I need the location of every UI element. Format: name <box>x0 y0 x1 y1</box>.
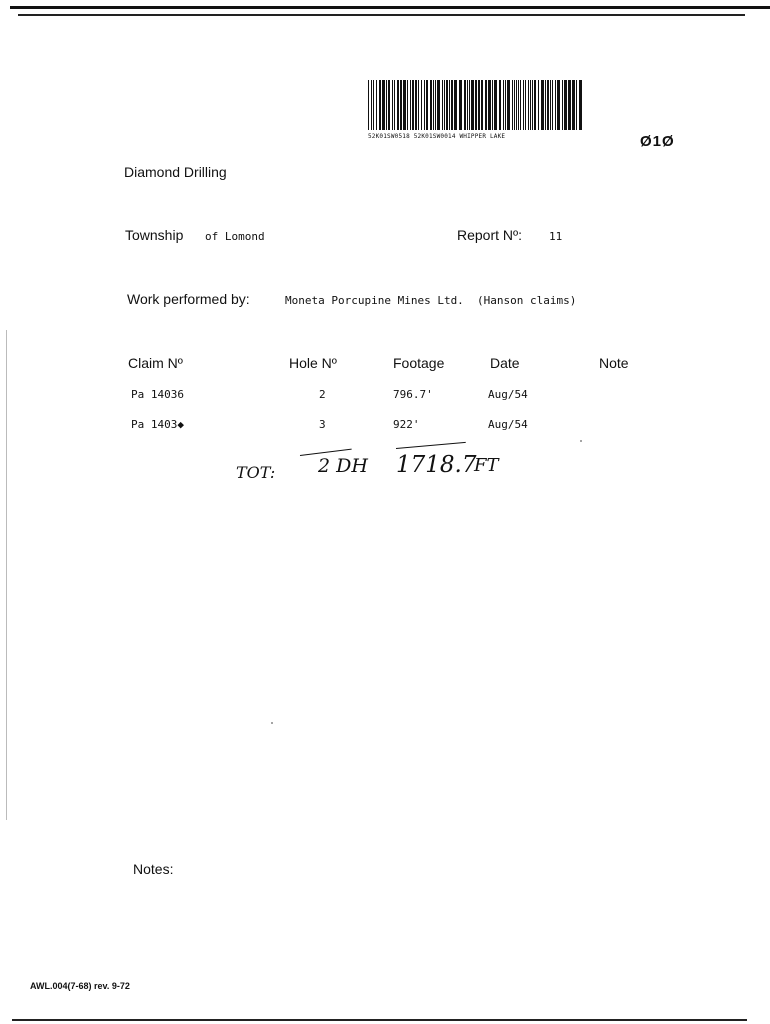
column-header-date: Date <box>490 355 520 371</box>
handwritten-total-footage: 1718.7 <box>396 452 477 478</box>
row-2-hole: 3 <box>319 418 326 431</box>
row-1-date: Aug/54 <box>488 388 528 401</box>
notes-label: Notes: <box>133 861 174 877</box>
row-2-footage: 922' <box>393 418 420 431</box>
township-label: Township <box>125 227 184 243</box>
barcode-caption: 52K01SW0518 52K01SW0014 WHIPPER LAKE <box>368 133 506 140</box>
work-performed-value: Moneta Porcupine Mines Ltd. (Hanson claims) <box>285 294 577 307</box>
scan-speck <box>580 440 582 442</box>
row-1-claim: Pa 14036 <box>131 388 184 401</box>
row-2-date: Aug/54 <box>488 418 528 431</box>
top-border-rule-inner <box>18 14 745 16</box>
column-header-footage: Footage <box>393 355 445 371</box>
left-scan-mark <box>6 330 7 820</box>
handwritten-overline-total <box>396 442 466 449</box>
form-footer-code: AWL.004(7-68) rev. 9-72 <box>30 981 130 991</box>
column-header-claim: Claim Nº <box>128 355 183 371</box>
work-performed-label: Work performed by: <box>127 291 250 307</box>
bottom-border-rule <box>12 1019 747 1021</box>
handwritten-unit: FT <box>474 455 499 476</box>
top-border-rule <box>10 6 770 9</box>
handwritten-total-prefix: TOT: <box>236 463 276 482</box>
barcode-image <box>368 80 586 130</box>
document-code: Ø1Ø <box>640 133 675 150</box>
scan-speck <box>271 722 273 724</box>
row-1-footage: 796.7' <box>393 388 433 401</box>
report-number-value: 11 <box>549 230 563 243</box>
column-header-hole: Hole Nº <box>289 355 337 371</box>
row-1-hole: 2 <box>319 388 326 401</box>
township-value: of Lomond <box>205 230 265 243</box>
row-2-claim: Pa 1403◆ <box>131 418 184 431</box>
report-number-label: Report Nº: <box>457 227 523 243</box>
column-header-note: Note <box>599 355 629 371</box>
form-title: Diamond Drilling <box>124 164 227 180</box>
handwritten-hole-count: 2 DH <box>318 455 368 477</box>
